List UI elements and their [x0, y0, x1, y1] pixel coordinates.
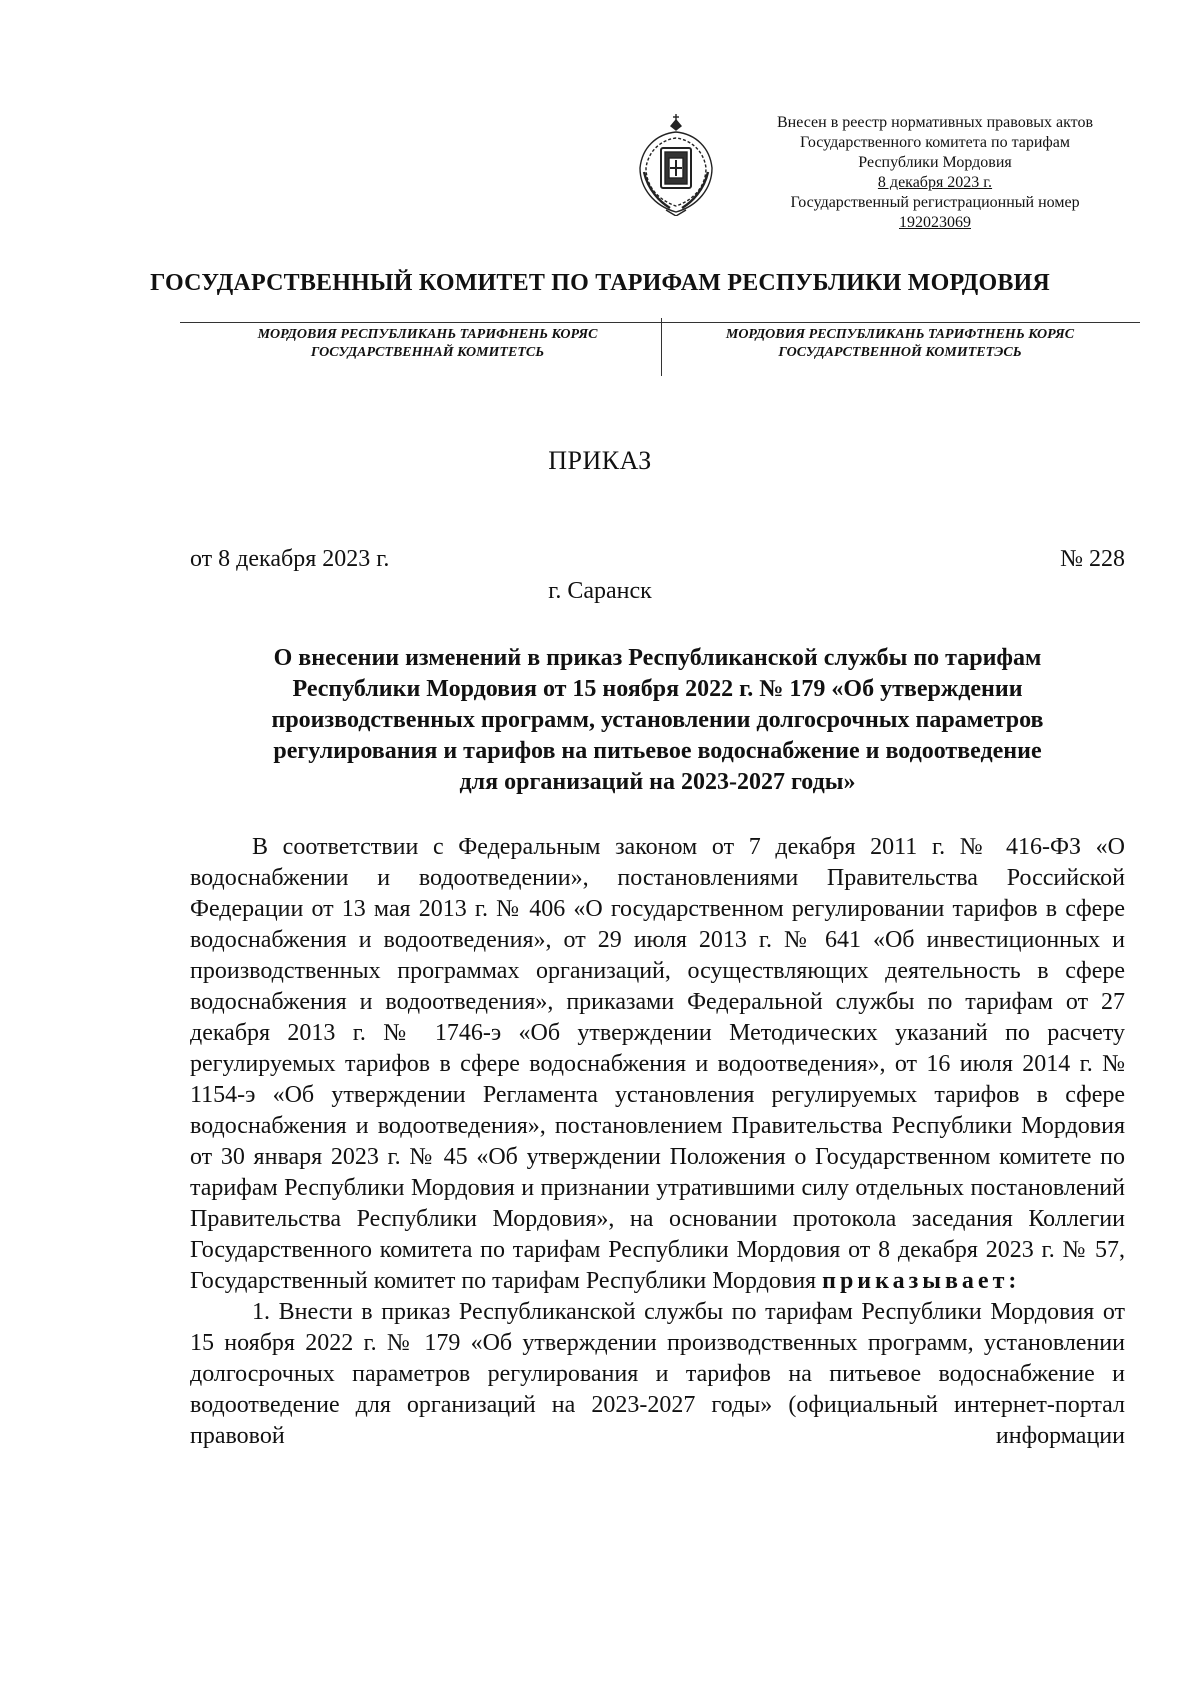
header-divider	[180, 322, 1140, 323]
preamble-paragraph	[190, 832, 1125, 1297]
subject-line: для организаций на 2023-2027 годы»	[459, 769, 856, 795]
document-number: № 228	[1060, 546, 1125, 572]
moksha-committee-name	[200, 326, 655, 362]
preamble-text: В соответствии с Федеральным законом от 7 декабря 2011 г. № 416-ФЗ «О водоснабжении и водоотведении», постановлениями Правительства Российской Федерации от 13 мая 2013 г. № 406 «О государственном регулировании тарифов в сфере водоснабжения и водоотведения», от 29 июля 2013 г. № 641 «Об инвестиционных и производственных программах организаций, осуществляющих деятельность в сфере водоснабжения и водоотведения», приказами Федеральной службы по тарифам от 27 декабря 2013 г. № 1746-э «Об утверждении Методических указаний по расчету регулируемых тарифов в сфере водоснабжения и водоотведения», от 16 июля 2014 г. № 1154-э «Об утверждении Регламента установления регулируемых тарифов в сфере водоснабжения и водоотведения», постановлением Правительства Республики Мордовия от 30 января 2023 г. № 45 «Об утверждении Положения о Государственном комитете по тарифам Республики Мордовия и признании утратившими силу отдельных постановлений Правительства Республики Мордовия», на основании протокола заседания Коллегии Государственного комитета по тарифам Республики Мордовия от 8 декабря 2023 г. № 57, Государственный комитет по тарифам Республики Мордовия	[190, 834, 1125, 1294]
orders-word: приказывает:	[822, 1268, 1021, 1294]
registry-stamp	[735, 113, 1135, 233]
subject-line: регулирования и тарифов на питьевое водоснабжение и водоотведение	[273, 738, 1042, 764]
erzya-committee-name	[670, 326, 1130, 362]
registry-line: Республики Мордовия	[858, 154, 1012, 171]
coat-of-arms-icon	[630, 112, 722, 216]
header-vertical-divider	[661, 318, 662, 376]
document-type: ПРИКАЗ	[548, 446, 652, 475]
subject-line: О внесении изменений в приказ Республиканской службы по тарифам	[273, 645, 1042, 671]
registry-date: 8 декабря 2023 г.	[877, 174, 993, 191]
subject-line: Республики Мордовия от 15 ноября 2022 г. № 179 «Об утверждении	[292, 676, 1023, 702]
registry-line: Государственный регистрационный номер	[790, 194, 1080, 211]
erzya-line: ГОСУДАРСТВЕННОЙ КОМИТЕТЭСЬ	[778, 345, 1022, 360]
item-1-paragraph: 1. Внести в приказ Республиканской службы по тарифам Республики Мордовия от 15 ноября 2022 г. № 179 «Об утверждении производственных программ, установлении долгосрочных параметров регулирования и тарифов на питьевое водоснабжение и водоотведение для организаций на 2023-2027 годы» (официальный интернет-портал правовой информации	[190, 1299, 1125, 1449]
moksha-line: ГОСУДАРСТВЕННАЙ КОМИТЕТСЬ	[310, 345, 545, 360]
document-city: г. Саранск	[548, 578, 652, 604]
document-subject	[190, 643, 1125, 798]
subject-line: производственных программ, установлении долгосрочных параметров	[271, 707, 1044, 733]
registry-line: Внесен в реестр нормативных правовых актов	[777, 114, 1093, 131]
committee-title: ГОСУДАРСТВЕННЫЙ КОМИТЕТ ПО ТАРИФАМ РЕСПУБЛИКИ МОРДОВИЯ	[150, 270, 1050, 296]
registry-number: 192023069	[899, 214, 971, 231]
erzya-line: МОРДОВИЯ РЕСПУБЛИКАНЬ ТАРИФТНЕНЬ КОРЯС	[725, 327, 1075, 342]
registry-line: Государственного комитета по тарифам	[799, 134, 1071, 151]
document-date: от 8 декабря 2023 г.	[190, 546, 390, 572]
document-body	[190, 832, 1125, 1452]
moksha-line: МОРДОВИЯ РЕСПУБЛИКАНЬ ТАРИФНЕНЬ КОРЯС	[257, 327, 598, 342]
